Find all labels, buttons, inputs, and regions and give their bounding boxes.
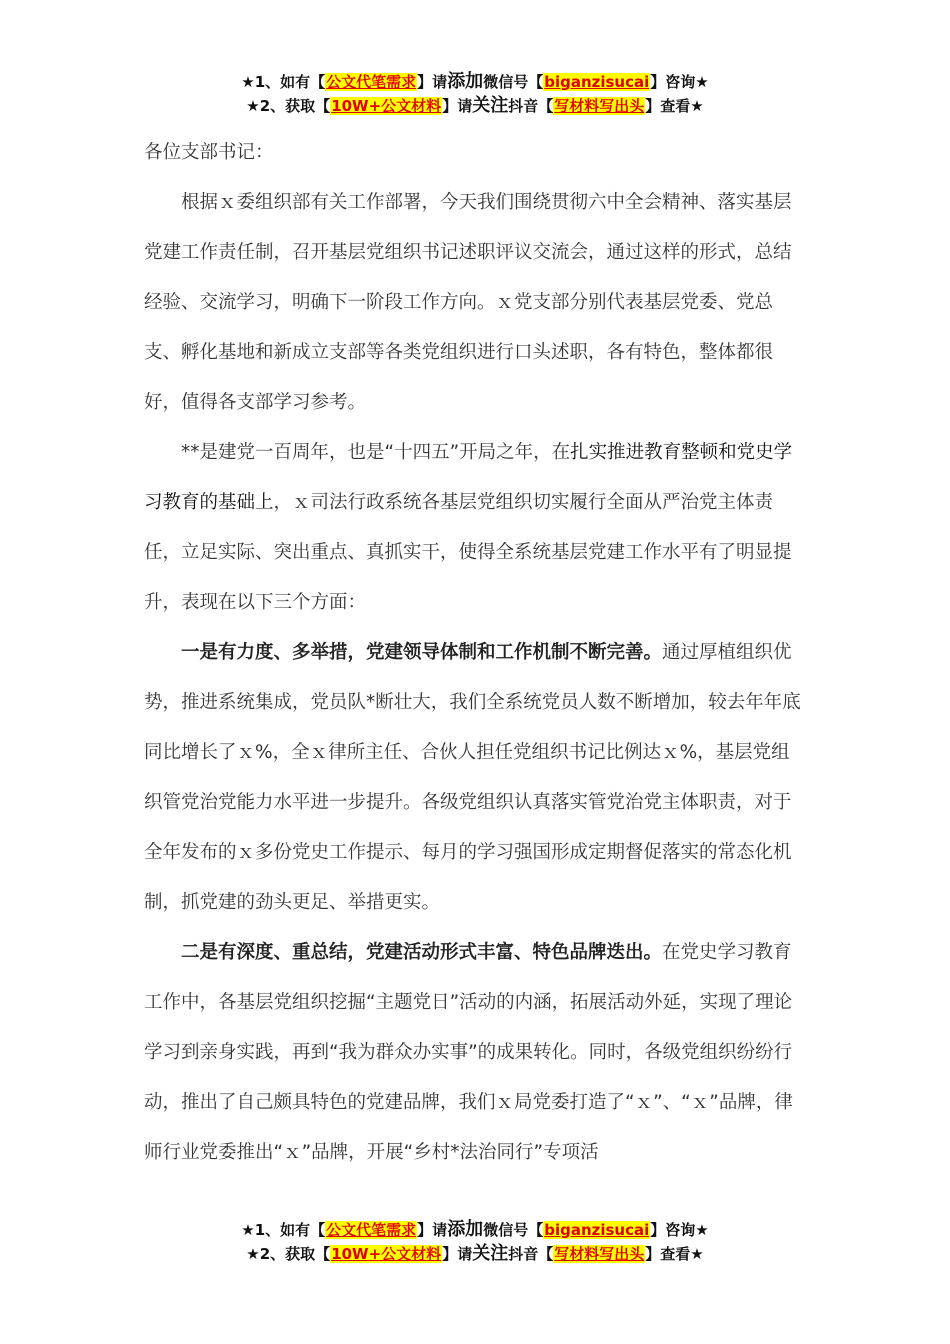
banner-line-2 bbox=[0, 94, 950, 118]
paragraph-point-two bbox=[144, 928, 808, 1178]
banner-text: 抖音【 bbox=[508, 1245, 554, 1263]
paragraph-text: **是建党一百周年，也是“十四五”开局之年，在 bbox=[181, 442, 571, 463]
banner-text: 微信号【 bbox=[483, 1221, 544, 1239]
banner-highlight: 写材料写出头 bbox=[554, 1245, 645, 1263]
paragraph-text: ，ｘ司法行政系统各基层党组织切实履行全面从严治党主体责任，立足实际、突出重点、真抓实干，使得全系统基层党建工作水平有了明显提升，表现在以下三个方面： bbox=[144, 492, 792, 613]
banner-emphasis: 添加 bbox=[447, 71, 484, 92]
header-banner bbox=[0, 70, 950, 118]
banner-emphasis: 添加 bbox=[447, 1219, 484, 1240]
paragraph-overview bbox=[144, 428, 808, 628]
banner-text: 】请 bbox=[417, 73, 448, 91]
banner-text: ★1、如有【 bbox=[241, 73, 326, 91]
paragraph-point-one bbox=[144, 628, 808, 928]
banner-text: 微信号【 bbox=[483, 73, 544, 91]
banner-highlight: 写材料写出头 bbox=[554, 97, 645, 115]
banner-text: 抖音【 bbox=[508, 97, 554, 115]
banner-highlight: 公文代笔需求 bbox=[326, 73, 417, 91]
banner-text: 】请 bbox=[442, 1245, 473, 1263]
banner-emphasis: 关注 bbox=[472, 1243, 509, 1264]
banner-text: 】查看★ bbox=[645, 1245, 704, 1263]
banner-text: ★2、获取【 bbox=[246, 1245, 331, 1263]
salutation: 各位支部书记： bbox=[144, 142, 274, 163]
banner-text: 】咨询★ bbox=[650, 73, 709, 91]
footer-banner bbox=[0, 1218, 950, 1266]
banner-emphasis: 关注 bbox=[472, 95, 509, 116]
paragraph-emphasis: 扎实推进教育整顿和党史学习教育的基础上 bbox=[144, 442, 793, 513]
banner-text: 】咨询★ bbox=[650, 1221, 709, 1239]
banner-text: 】请 bbox=[417, 1221, 448, 1239]
document-body bbox=[144, 128, 808, 1178]
banner-highlight: 公文代笔需求 bbox=[326, 1221, 417, 1239]
banner-line-1 bbox=[0, 70, 950, 94]
banner-line-1 bbox=[0, 1218, 950, 1242]
banner-text: 】请 bbox=[442, 97, 473, 115]
point-heading: 一是有力度、多举措，党建领导体制和工作机制不断完善。 bbox=[181, 642, 663, 663]
paragraph-text: 在党史学习教育工作中，各基层党组织挖掘“主题党日”活动的内涵，拓展活动外延，实现了理论学习到亲身实践，再到“我为群众办实事”的成果转化。同时，各级党组织纷纷行动，推出了自己颇具特色的党建品牌，我们ｘ局党委打造了“ｘ”、“ｘ”品牌，律师行业党委推出“ｘ”品牌，开展“乡村*法治同行”专项活 bbox=[144, 942, 793, 1163]
banner-highlight: 10W+公文材料 bbox=[331, 97, 442, 115]
paragraph-text: 通过厚植组织优势，推进系统集成，党员队*断壮大，我们全系统党员人数不断增加，较去年年底同比增长了ｘ%，全ｘ律所主任、合伙人担任党组织书记比例达ｘ%，基层党组织管党治党能力水平进一步提升。各级党组织认真落实管党治党主体职责，对于全年发布的ｘ多份党史工作提示、每月的学习强国形成定期督促落实的常态化机制，抓党建的劲头更足、举措更实。 bbox=[144, 642, 801, 913]
point-heading: 二是有深度、重总结，党建活动形式丰富、特色品牌迭出。 bbox=[181, 942, 663, 963]
banner-text: 】查看★ bbox=[645, 97, 704, 115]
banner-text: ★1、如有【 bbox=[241, 1221, 326, 1239]
banner-highlight: 10W+公文材料 bbox=[331, 1245, 442, 1263]
banner-text: ★2、获取【 bbox=[246, 97, 331, 115]
banner-highlight: biganzisucai bbox=[544, 73, 650, 91]
paragraph-intro: 根据ｘ委组织部有关工作部署，今天我们围绕贯彻六中全会精神、落实基层党建工作责任制，召开基层党组织书记述职评议交流会，通过这样的形式，总结经验、交流学习，明确下一阶段工作方向。ｘ党支部分别代表基层党委、党总支、孵化基地和新成立支部等各类党组织进行口头述职，各有特色，整体都很好，值得各支部学习参考。 bbox=[144, 192, 792, 413]
banner-line-2 bbox=[0, 1242, 950, 1266]
banner-highlight: biganzisucai bbox=[544, 1221, 650, 1239]
